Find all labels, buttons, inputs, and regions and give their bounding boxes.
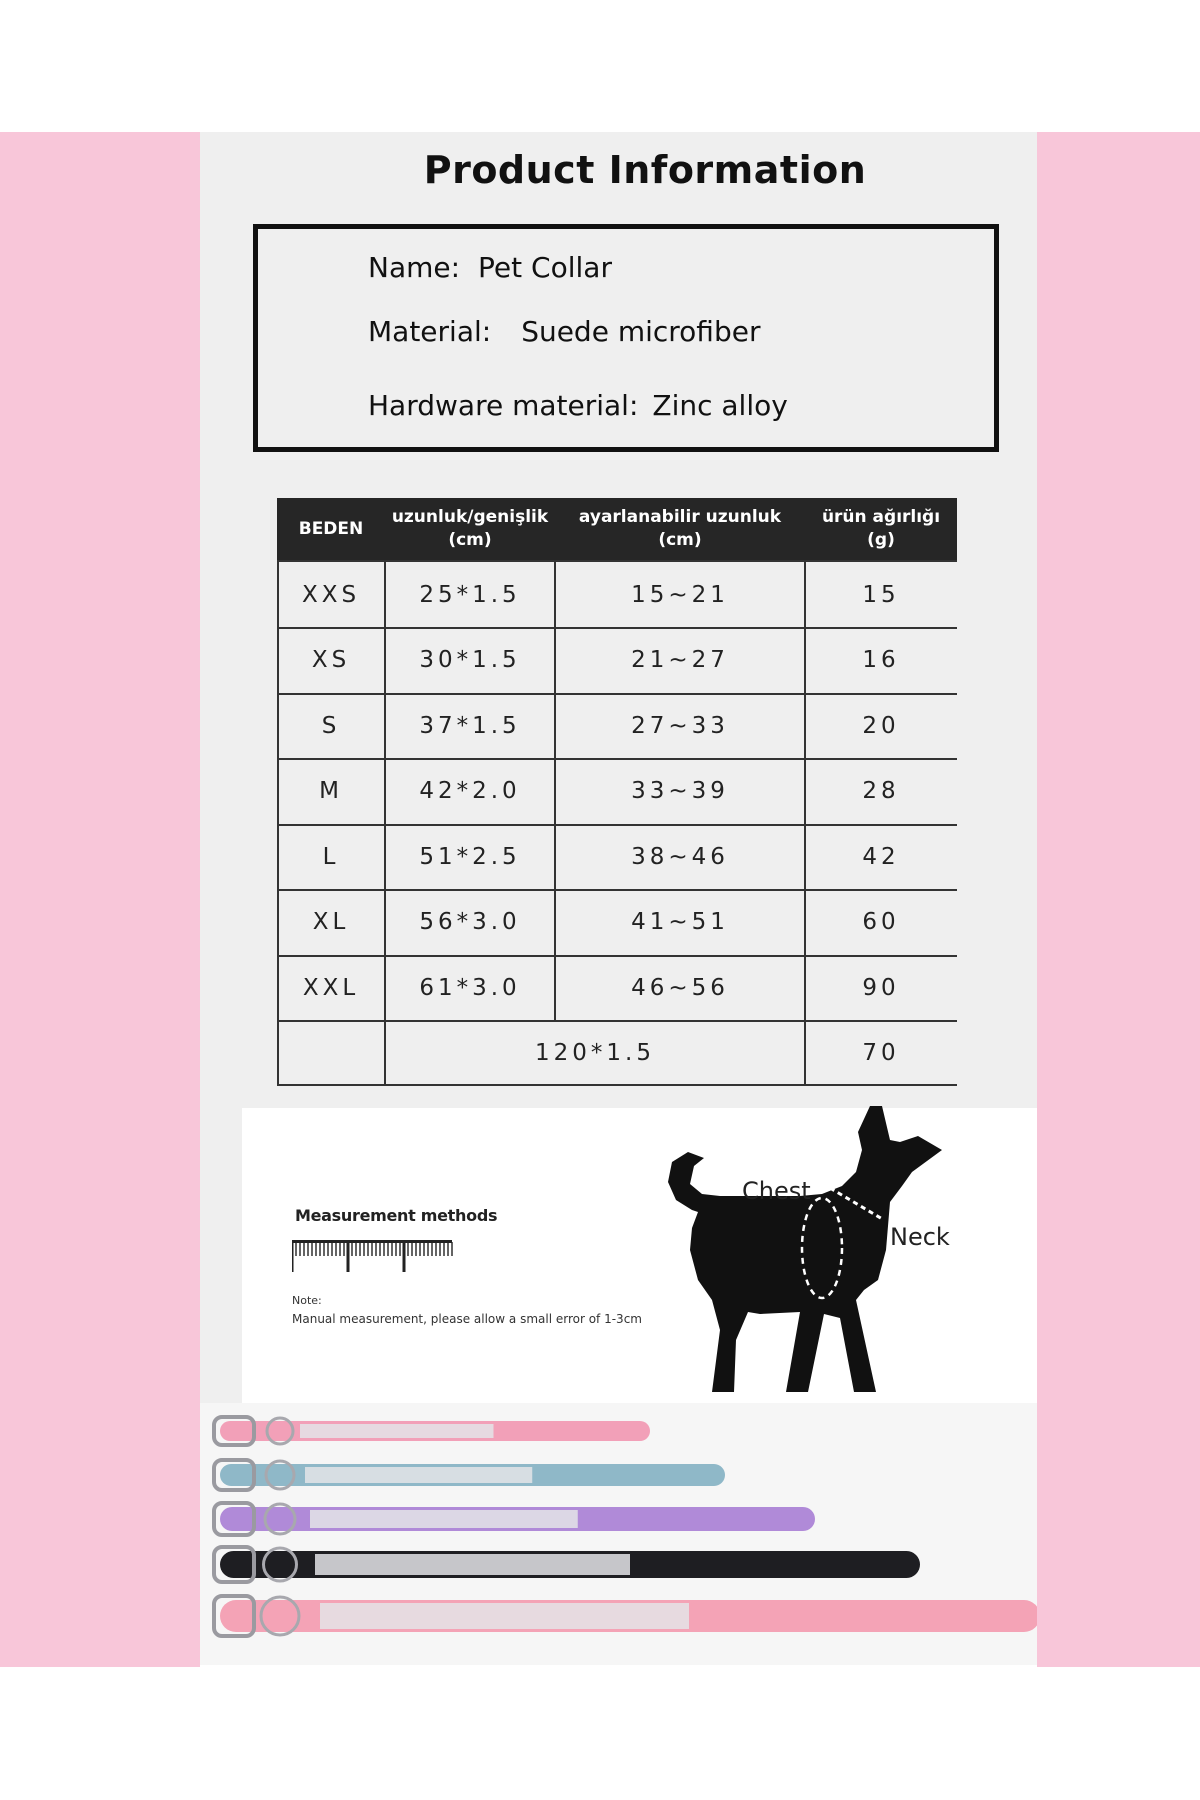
cell-adjustable-length: 33~39 xyxy=(631,778,729,804)
collar-strap xyxy=(214,1503,815,1535)
cell-size: XS xyxy=(311,647,351,673)
product-info-box xyxy=(253,224,999,452)
table-header-line xyxy=(277,560,957,562)
table-row xyxy=(277,955,957,1022)
header-weight xyxy=(805,498,957,560)
header-weight-label: ürün ağırlığı xyxy=(821,507,941,527)
cell-weight: 60 xyxy=(862,909,900,935)
header-size-label: BEDEN xyxy=(298,518,364,539)
cell-adjustable-length: 41~51 xyxy=(631,909,729,935)
cell-size: M xyxy=(319,778,343,804)
note-label: Note: xyxy=(292,1294,322,1307)
page-title: Product Information xyxy=(423,148,867,192)
cell-weight: 42 xyxy=(862,843,900,870)
info-hardware-line xyxy=(368,389,788,422)
header-length-label: uzunluk/genişlik xyxy=(391,507,549,527)
header-adjustable-unit: (cm) xyxy=(658,530,702,550)
info-name-line xyxy=(368,251,612,284)
cell-size: XXS xyxy=(301,581,361,608)
material-value: Suede microfiber xyxy=(521,315,761,348)
table-row xyxy=(277,628,957,695)
table-border-left xyxy=(277,560,279,1086)
cell-adjustable-length: 15~21 xyxy=(631,581,729,608)
cell-weight: 90 xyxy=(862,974,900,1001)
cell-adjustable-length: 38~46 xyxy=(631,843,729,870)
collar-image xyxy=(200,1403,1037,1665)
table-divider xyxy=(804,560,806,1086)
ruler-icon xyxy=(292,1236,462,1278)
cell-size: S xyxy=(321,712,341,739)
cell-adjustable-length: 46~56 xyxy=(631,974,729,1001)
pink-side-band-right xyxy=(1037,132,1200,1667)
cell-size: XL xyxy=(312,909,350,935)
chest-label: Chest xyxy=(742,1177,811,1205)
header-adjustable-label: ayarlanabilir uzunluk xyxy=(578,507,782,527)
table-row xyxy=(277,890,957,957)
cell-length-width: 51*2.5 xyxy=(419,843,521,870)
cell-weight: 20 xyxy=(862,712,900,739)
cell-weight: 16 xyxy=(862,647,900,673)
note-text: Manual measurement, please allow a small error of 1-3cm xyxy=(292,1312,642,1326)
cell-length-width: 42*2.0 xyxy=(419,778,521,804)
cell-length-width: 37*1.5 xyxy=(419,712,521,739)
cell-adjustable-length: 21~27 xyxy=(631,647,729,673)
table-row xyxy=(277,759,957,826)
pink-side-band-left xyxy=(0,132,200,1667)
collar-strap xyxy=(214,1547,920,1582)
cell-size: XXL xyxy=(302,974,360,1001)
header-size xyxy=(277,498,385,560)
table-divider xyxy=(384,560,386,1086)
table-row xyxy=(277,693,957,760)
table-row xyxy=(277,562,957,629)
header-adjustable-length xyxy=(555,498,805,560)
table-divider xyxy=(554,560,556,1020)
size-table xyxy=(277,498,957,1086)
cell-size: L xyxy=(322,843,340,870)
cell-full-length: 120*1.5 xyxy=(535,1039,655,1066)
hardware-value: Zinc alloy xyxy=(652,389,788,422)
table-row-full-length xyxy=(277,1020,957,1086)
cell-length-width: 25*1.5 xyxy=(419,581,521,608)
table-header xyxy=(277,498,957,560)
cell-weight: 70 xyxy=(862,1039,900,1066)
cell-length-width: 30*1.5 xyxy=(419,647,521,673)
name-label: Name: xyxy=(368,251,461,284)
measurement-title: Measurement methods xyxy=(295,1206,498,1225)
collar-strap xyxy=(214,1460,725,1490)
header-length-width xyxy=(385,498,555,560)
name-value: Pet Collar xyxy=(478,251,612,284)
neck-label: Neck xyxy=(890,1223,950,1251)
cell-length-width: 56*3.0 xyxy=(419,909,521,935)
cell-size xyxy=(277,1020,385,1085)
collar-strap xyxy=(214,1596,1037,1636)
info-material-line xyxy=(368,315,760,348)
header-weight-unit: (g) xyxy=(867,530,895,550)
header-length-unit: (cm) xyxy=(448,530,492,550)
table-row xyxy=(277,824,957,891)
collar-strap xyxy=(214,1417,650,1445)
cell-weight: 28 xyxy=(862,778,900,804)
hardware-label: Hardware material: xyxy=(368,389,639,422)
cell-length-width: 61*3.0 xyxy=(419,974,521,1001)
cell-weight: 15 xyxy=(862,581,900,608)
material-label: Material: xyxy=(368,315,492,348)
cell-adjustable-length: 27~33 xyxy=(631,712,729,739)
